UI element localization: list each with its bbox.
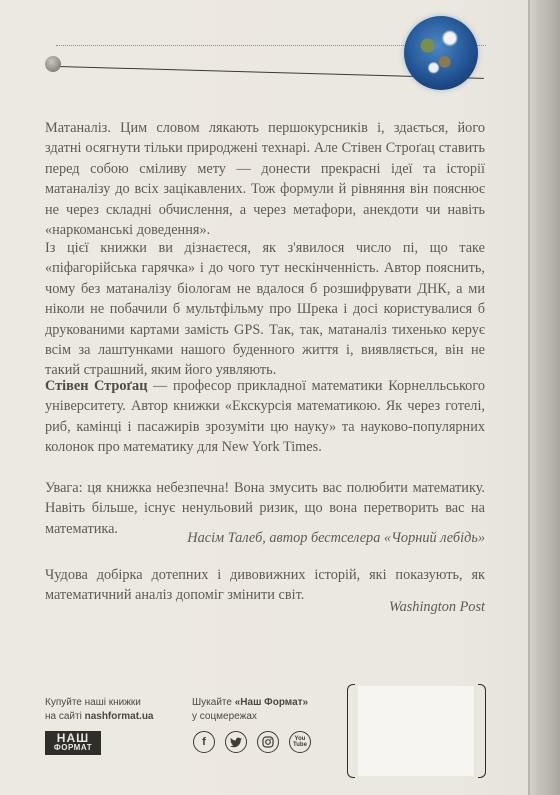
buy-books-text	[45, 696, 154, 724]
youtube-glyph	[293, 736, 307, 748]
quote-taleb-source: Насім Талеб, автор бестселера «Чорний лебідь»	[187, 530, 485, 546]
description-paragraph-1: Матаналіз. Цим словом лякають першокурсників і, здається, його здатні осягнути тільки природжені технарі. Але Стівен Строґац ставить перед собою сміливу мету — донести прекрасні ідеї та історії матаналізу до всіх зацікавлених. Тож формули й рівняння він пояснює не через складні обчислення, а через метафори, анекдоти чи навіть «наркоманські доведення».	[45, 120, 485, 239]
youtube-icon[interactable]	[289, 731, 311, 753]
spine-edge	[528, 0, 530, 795]
twitter-bird	[230, 737, 242, 748]
earth-icon	[404, 16, 478, 90]
buy-line-2-prefix: на сайті	[45, 711, 85, 722]
moon-icon	[45, 56, 61, 72]
facebook-glyph: f	[202, 736, 206, 748]
publisher-site-link[interactable]: nashformat.ua	[84, 711, 154, 722]
facebook-icon[interactable]	[193, 731, 215, 753]
barcode-area	[358, 686, 474, 776]
buy-line-1: Купуйте наші книжки	[45, 697, 141, 708]
follow-brand: «Наш Формат»	[234, 697, 309, 708]
book-spine	[528, 0, 560, 795]
follow-line-2: у соцмережах	[192, 711, 257, 722]
barcode-bracket-left	[347, 684, 355, 778]
instagram-camera	[262, 736, 274, 748]
quote-taleb: Увага: ця книжка небезпечна! Вона змусить вас полюбити математику. Навіть більше, існує ненульовий ризик, що вона перетворить вас на математика.	[45, 480, 485, 537]
quote-wapo-source: Washington Post	[389, 599, 485, 615]
follow-social-text	[192, 696, 308, 724]
author-bio-text: — професор прикладної математики Корнелльського університету. Автор книжки «Екскурсія математикою. Як через готелі, риб, камінці і пасажирів зрозуміти цю науку» та науково-популярних колонок про математику для New York Times.	[45, 378, 485, 456]
publisher-logo	[45, 731, 101, 755]
author-bio	[45, 376, 485, 458]
twitter-icon[interactable]	[225, 731, 247, 753]
description-paragraph-2: Із цієї книжки ви дізнаєтеся, як з'явилося число пі, що таке «піфагорійська гарячка» і до чого тут нескінченність. Автор пояснить, чому без матаналізу біологам не вдалося б розшифрувати ДНК, а ми ніколи не побачили б мультфільму про Шрека і досі користувалися б друкованими картами замість GPS. Так, так, матаналіз тихенько керує всім за лаштунками нашого буденного життя і, виявляється, він не такий страшний, яким його уявляють.	[45, 240, 485, 379]
quote-wapo: Чудова добірка дотепних і дивовижних історій, які показують, як математичний аналіз допоміг змінити світ.	[45, 567, 485, 604]
youtube-bottom: Tube	[293, 742, 307, 748]
barcode-bracket-right	[478, 684, 486, 778]
follow-line-1	[192, 696, 308, 710]
youtube-top: You	[294, 736, 306, 742]
logo-bottom-text: ФОРМАТ	[53, 743, 93, 752]
buy-line-2	[45, 710, 154, 724]
logo-top-text: НАШ	[56, 731, 90, 745]
author-name: Стівен Строґац	[45, 378, 148, 394]
instagram-icon[interactable]	[257, 731, 279, 753]
follow-prefix: Шукайте	[192, 697, 235, 708]
